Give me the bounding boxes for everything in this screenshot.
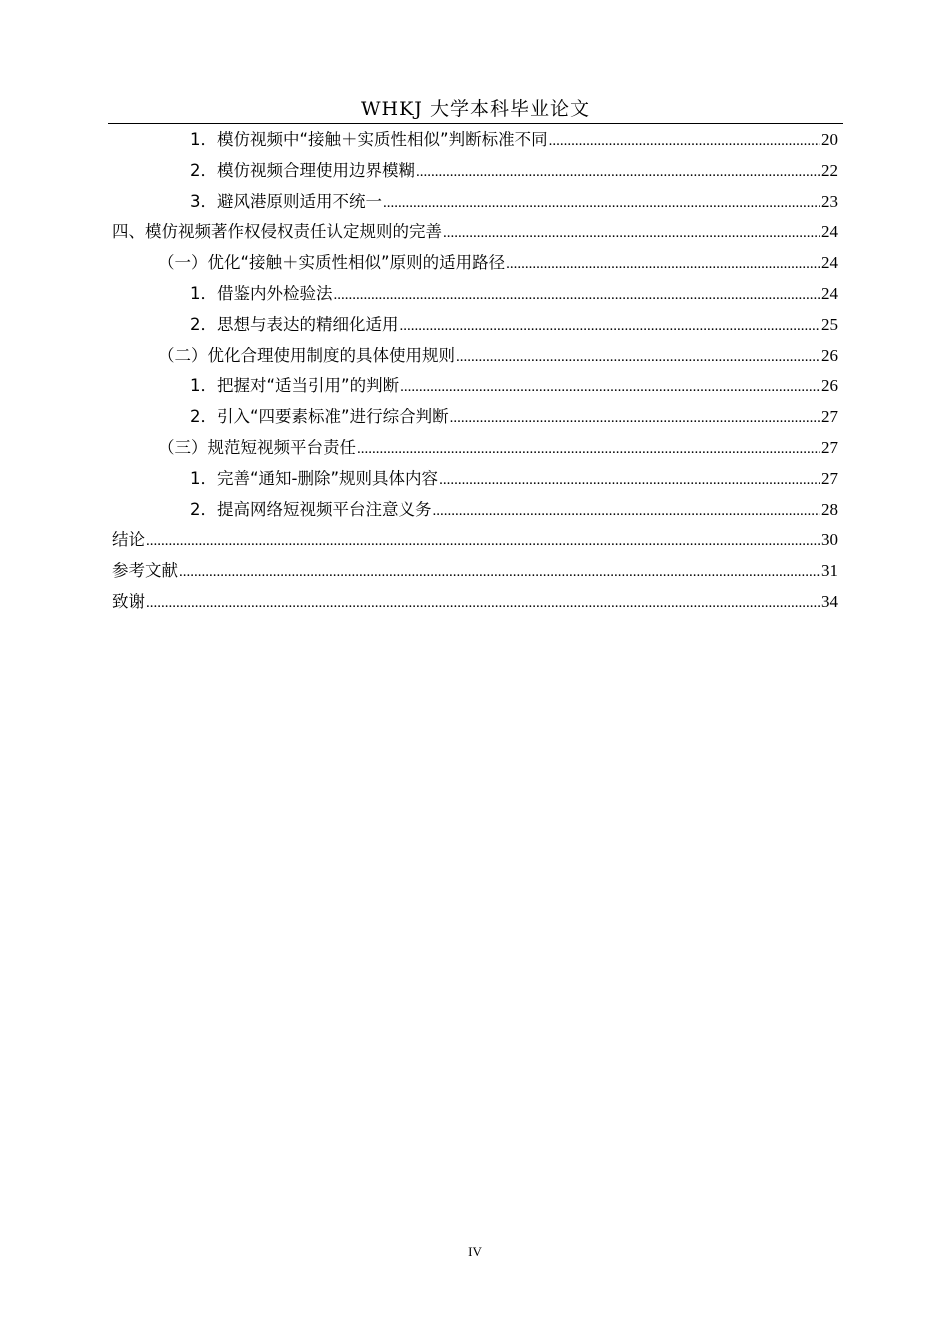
toc-entry-title: 2．引入“四要素标准”进行综合判断 bbox=[190, 407, 449, 427]
toc-entry[interactable] bbox=[112, 279, 838, 310]
toc-entry[interactable] bbox=[112, 156, 838, 187]
toc-entry[interactable] bbox=[112, 587, 838, 618]
toc-entry-title: （一）优化“接触＋实质性相似”原则的适用路径 bbox=[158, 253, 506, 273]
toc-entry-title: 1．完善“通知-删除”规则具体内容 bbox=[190, 468, 439, 488]
toc-entry[interactable] bbox=[112, 525, 838, 556]
header-rule bbox=[108, 123, 843, 124]
toc-entry-page: 34 bbox=[821, 591, 838, 611]
toc-dot-leader bbox=[450, 403, 820, 434]
toc-entry[interactable] bbox=[112, 187, 838, 218]
toc-dot-leader bbox=[443, 218, 820, 249]
toc-dot-leader bbox=[334, 280, 821, 311]
toc-entry[interactable] bbox=[112, 371, 838, 402]
toc-dot-leader bbox=[506, 249, 820, 280]
toc-entry-page: 25 bbox=[821, 314, 838, 334]
toc-dot-leader bbox=[383, 188, 820, 219]
toc-entry-page: 27 bbox=[821, 468, 838, 488]
toc-dot-leader bbox=[416, 157, 820, 188]
toc-entry[interactable] bbox=[112, 433, 838, 464]
toc-entry-page: 24 bbox=[821, 283, 838, 303]
toc-entry-title: 1．把握对“适当引用”的判断 bbox=[190, 376, 400, 396]
toc-entry-page: 22 bbox=[821, 160, 838, 180]
toc-entry[interactable] bbox=[112, 310, 838, 341]
toc-dot-leader bbox=[146, 588, 820, 619]
toc-entry-title: 2．思想与表达的精细化适用 bbox=[190, 314, 399, 334]
toc-dot-leader bbox=[146, 526, 820, 557]
toc-entry-title: （二）优化合理使用制度的具体使用规则 bbox=[158, 345, 455, 365]
toc-entry-page: 28 bbox=[821, 499, 838, 519]
toc-entry[interactable] bbox=[112, 402, 838, 433]
toc-entry-page: 26 bbox=[821, 376, 838, 396]
toc-entry-page: 26 bbox=[821, 345, 838, 365]
table-of-contents bbox=[112, 125, 838, 618]
page-number: IV bbox=[468, 1244, 482, 1259]
toc-entry-title: 结论 bbox=[112, 530, 145, 550]
toc-entry-page: 30 bbox=[821, 530, 838, 550]
toc-dot-leader bbox=[400, 372, 820, 403]
toc-dot-leader bbox=[357, 434, 820, 465]
toc-entry-title: 1．模仿视频中“接触＋实质性相似”判断标准不同 bbox=[190, 130, 548, 149]
toc-entry[interactable] bbox=[112, 341, 838, 372]
toc-entry[interactable] bbox=[112, 125, 838, 156]
toc-entry[interactable] bbox=[112, 217, 838, 248]
toc-dot-leader bbox=[456, 342, 820, 373]
toc-entry[interactable] bbox=[112, 495, 838, 526]
toc-entry-page: 27 bbox=[821, 407, 838, 427]
toc-entry-title: 致谢 bbox=[112, 591, 145, 611]
toc-dot-leader bbox=[439, 465, 820, 496]
toc-entry[interactable] bbox=[112, 556, 838, 587]
toc-entry-page: 23 bbox=[821, 191, 838, 211]
toc-entry-title: （三）规范短视频平台责任 bbox=[158, 437, 356, 457]
toc-entry-title: 参考文献 bbox=[112, 561, 178, 581]
toc-dot-leader bbox=[400, 311, 821, 342]
toc-entry-page: 20 bbox=[821, 130, 838, 149]
toc-entry-page: 24 bbox=[821, 253, 838, 273]
toc-dot-leader bbox=[549, 126, 820, 157]
toc-entry[interactable] bbox=[112, 464, 838, 495]
toc-entry-page: 27 bbox=[821, 437, 838, 457]
toc-dot-leader bbox=[433, 496, 821, 527]
toc-entry-page: 31 bbox=[821, 561, 838, 581]
toc-entry-title: 2．模仿视频合理使用边界模糊 bbox=[190, 160, 415, 180]
page-header-title: WHKJ 大学本科毕业论文 bbox=[361, 98, 590, 120]
toc-entry-title: 2．提高网络短视频平台注意义务 bbox=[190, 499, 432, 519]
toc-entry[interactable] bbox=[112, 248, 838, 279]
toc-entry-title: 1．借鉴内外检验法 bbox=[190, 283, 333, 303]
toc-entry-title: 四、模仿视频著作权侵权责任认定规则的完善 bbox=[112, 222, 442, 242]
toc-dot-leader bbox=[179, 557, 820, 588]
toc-entry-title: 3．避风港原则适用不统一 bbox=[190, 191, 382, 211]
toc-entry-page: 24 bbox=[821, 222, 838, 242]
